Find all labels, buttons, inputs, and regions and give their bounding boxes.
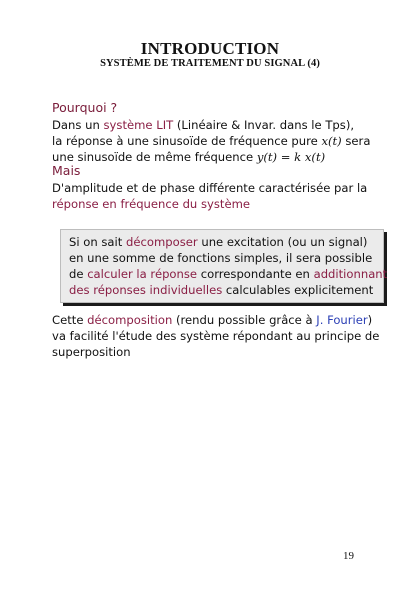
page-subtitle: SYSTÈME DE TRAITEMENT DU SIGNAL (4) bbox=[100, 58, 320, 69]
paragraph-mais bbox=[52, 180, 380, 212]
text-line: en une somme de fonctions simples, il sera possible bbox=[69, 251, 373, 265]
text-line: Dans un système LIT (Linéaire & Invar. dans le Tps), bbox=[52, 118, 355, 132]
link-fourier[interactable]: J. Fourier bbox=[316, 313, 368, 327]
text-line: va facilité l'étude des système répondant au principe de bbox=[52, 329, 380, 343]
heading-mais: Mais bbox=[52, 163, 81, 178]
page-number: 19 bbox=[343, 550, 354, 562]
text-line: de calculer la réponse correspondante en additionnant bbox=[69, 267, 388, 281]
text-line: Si on sait décomposer une excitation (ou un signal) bbox=[69, 235, 368, 249]
term-decomposer: décomposer bbox=[126, 235, 198, 249]
math-x-t: x(t) bbox=[321, 134, 342, 148]
term-additionnant: additionnant bbox=[313, 267, 388, 281]
text-line: une sinusoïde de même fréquence y(t) = k x(t) bbox=[52, 150, 326, 164]
text-line: D'amplitude et de phase différente caractérisée par la bbox=[52, 181, 368, 195]
page-title: INTRODUCTION bbox=[140, 39, 280, 58]
term-systeme-lit: système LIT bbox=[103, 118, 174, 132]
term-reponse-frequence: réponse en fréquence du système bbox=[52, 197, 251, 211]
heading-pourquoi: Pourquoi ? bbox=[52, 100, 118, 115]
term-calculer-reponse: calculer la réponse bbox=[87, 267, 198, 281]
term-decomposition: décomposition bbox=[87, 313, 173, 327]
paragraph-pourquoi bbox=[52, 117, 380, 165]
text-line: superposition bbox=[52, 345, 131, 359]
text-line: Cette décomposition (rendu possible grâce à J. Fourier) bbox=[52, 313, 373, 327]
highlight-box bbox=[60, 229, 388, 303]
text-line: des réponses individuelles calculables explicitement bbox=[69, 283, 374, 297]
math-y-t: y(t) = k x(t) bbox=[256, 150, 326, 164]
paragraph-decomposition bbox=[52, 312, 380, 360]
text-line: la réponse à une sinusoïde de fréquence pure x(t) sera bbox=[52, 134, 371, 148]
term-reponses-individuelles: des réponses individuelles bbox=[69, 283, 223, 297]
